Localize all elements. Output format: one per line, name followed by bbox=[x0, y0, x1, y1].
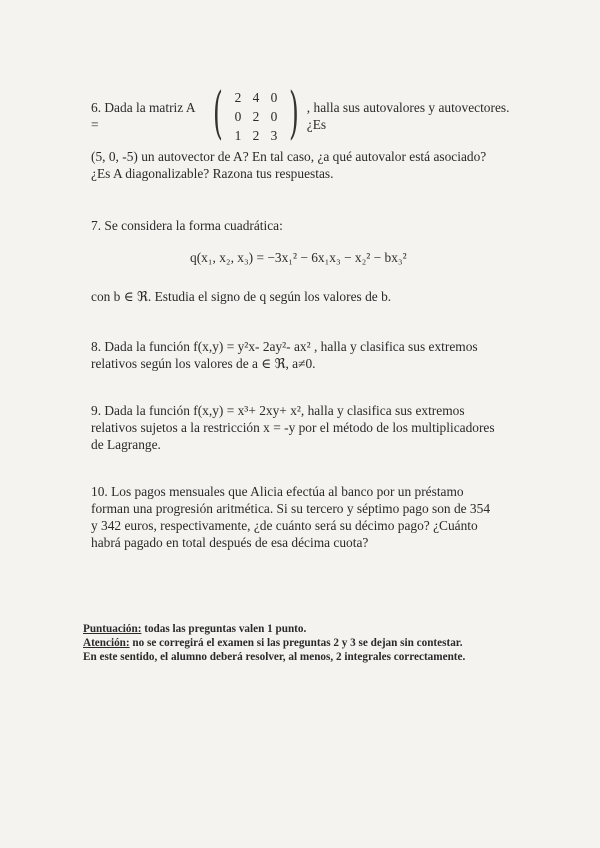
matrix-right-paren: ) bbox=[288, 81, 299, 146]
quadratic-form-formula: q(x₁, x₂, x₃) = −3x₁² − 6x₁x₃ − x₂² − bx₃² bbox=[190, 250, 407, 265]
q6-suffix: , halla sus autovalores y autovectores. ¿Es bbox=[306, 100, 510, 132]
matrix-grid bbox=[229, 88, 283, 144]
matrix-cell: 4 bbox=[252, 90, 260, 105]
q7-line1: 7. Se considera la forma cuadrática: bbox=[91, 218, 283, 233]
question-9 bbox=[91, 402, 495, 453]
exam-notes bbox=[83, 622, 465, 664]
scoring-label: Puntuación: bbox=[83, 623, 142, 635]
matrix-cell: 2 bbox=[252, 109, 260, 124]
q10-line3: y 342 euros, respectivamente, ¿de cuánto será su décimo pago? ¿Cuánto bbox=[91, 518, 478, 533]
q10-line4: habrá pagado en total después de esa décima cuota? bbox=[91, 535, 369, 550]
question-6 bbox=[91, 81, 531, 182]
q10-line1: 10. Los pagos mensuales que Alicia efectúa al banco por un préstamo bbox=[91, 484, 464, 499]
matrix-cell: 0 bbox=[270, 109, 278, 124]
matrix-cell: 2 bbox=[234, 90, 242, 105]
scoring-note bbox=[83, 622, 465, 636]
question-7 bbox=[91, 217, 283, 234]
attention-note bbox=[83, 636, 465, 650]
attention-label: Atención: bbox=[83, 637, 130, 649]
scoring-text: todas las preguntas valen 1 punto. bbox=[141, 623, 307, 635]
attention-text: no se corregirá el examen si las preguntas 2 y 3 se dejan sin contestar. bbox=[129, 637, 463, 649]
matrix-cell: 3 bbox=[270, 128, 278, 143]
q6-prefix: 6. Dada la matriz A = bbox=[91, 100, 195, 132]
integrals-note: En este sentido, el alumno deberá resolver, al menos, 2 integrales correctamente. bbox=[83, 651, 466, 663]
q8-line2: relativos según los valores de a ∈ ℜ, a≠0. bbox=[91, 356, 316, 371]
q10-line2: forman una progresión aritmética. Si su tercero y séptimo pago son de 354 bbox=[91, 501, 491, 516]
q6-line3: ¿Es A diagonalizable? Razona tus respuestas. bbox=[91, 166, 334, 181]
question-8 bbox=[91, 338, 478, 372]
q8-line1: 8. Dada la función f(x,y) = y²x- 2ay²- ax² , halla y clasifica sus extremos bbox=[91, 339, 478, 354]
q7-line2: con b ∈ ℜ. Estudia el signo de q según los valores de b. bbox=[91, 289, 392, 304]
question-10 bbox=[91, 483, 490, 551]
q9-line1: 9. Dada la función f(x,y) = x³+ 2xy+ x², halla y clasifica sus extremos bbox=[91, 403, 465, 418]
matrix-left-paren: ( bbox=[213, 81, 223, 146]
q9-line3: de Lagrange. bbox=[91, 437, 161, 452]
matrix-cell: 2 bbox=[252, 128, 260, 143]
q9-line2: relativos sujetos a la restricción x = -y por el método de los multiplicadores bbox=[91, 420, 495, 435]
q6-line2: (5, 0, -5) un autovector de A? En tal caso, ¿a qué autovalor está asociado? bbox=[91, 149, 487, 164]
matrix-cell: 1 bbox=[234, 128, 242, 143]
matrix-cell: 0 bbox=[234, 109, 242, 124]
matrix-a bbox=[207, 81, 305, 146]
question-7-condition bbox=[91, 288, 391, 305]
matrix-cell: 0 bbox=[270, 90, 278, 105]
